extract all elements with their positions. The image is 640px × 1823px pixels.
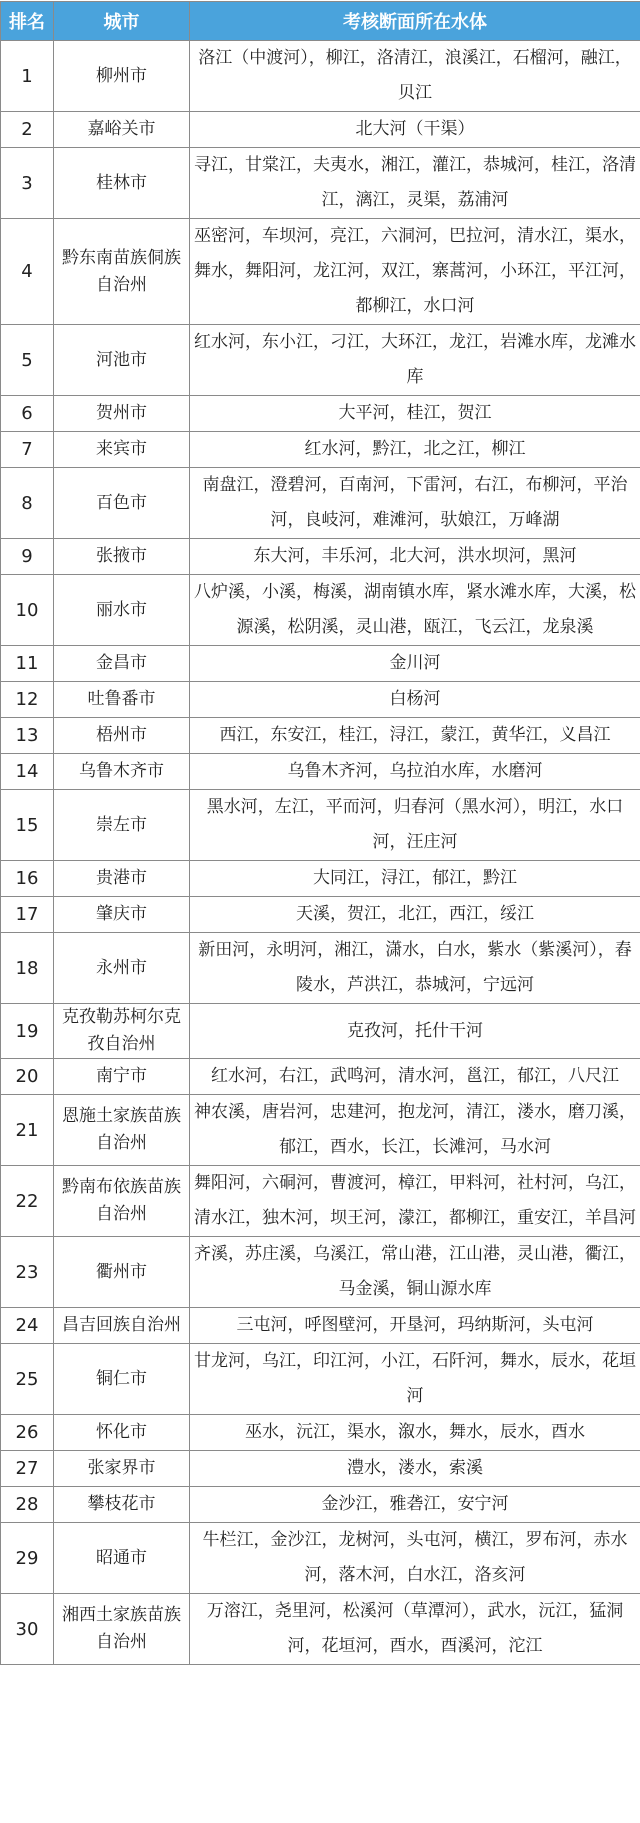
rank-cell: 15: [1, 790, 54, 861]
city-cell: 黔东南苗族侗族自治州: [54, 219, 190, 325]
city-cell: 金昌市: [54, 646, 190, 682]
city-cell: 克孜勒苏柯尔克孜自治州: [54, 1004, 190, 1059]
table-row: [1, 1095, 640, 1166]
rank-cell: 27: [1, 1451, 54, 1487]
city-cell: 铜仁市: [54, 1344, 190, 1415]
waters-cell: 三屯河，呼图壁河，开垦河，玛纳斯河，头屯河: [190, 1308, 640, 1344]
rank-cell: 9: [1, 539, 54, 575]
city-cell: 贺州市: [54, 396, 190, 432]
waters-cell: 万溶江，尧里河，松溪河（草潭河），武水，沅江，猛洞河，花垣河，酉水，酉溪河，沱江: [190, 1594, 640, 1665]
waters-cell: 大同江，浔江，郁江，黔江: [190, 861, 640, 897]
city-cell: 昭通市: [54, 1523, 190, 1594]
table-row: [1, 1308, 640, 1344]
rank-cell: 11: [1, 646, 54, 682]
rank-cell: 22: [1, 1166, 54, 1237]
waters-cell: 寻江，甘棠江，夫夷水，湘江，灌江，恭城河，桂江，洛清江，漓江，灵渠，荔浦河: [190, 148, 640, 219]
table-row: [1, 1237, 640, 1308]
table-row: [1, 432, 640, 468]
table-header: [1, 2, 640, 41]
waters-cell: 克孜河，托什干河: [190, 1004, 640, 1059]
table-row: [1, 468, 640, 539]
table-row: [1, 861, 640, 897]
table-row: [1, 718, 640, 754]
city-cell: 百色市: [54, 468, 190, 539]
waters-cell: 新田河，永明河，湘江，潇水，白水，紫水（紫溪河），舂陵水，芦洪江，恭城河，宁远河: [190, 933, 640, 1004]
rank-cell: 21: [1, 1095, 54, 1166]
city-cell: 丽水市: [54, 575, 190, 646]
waters-cell: 澧水，溇水，索溪: [190, 1451, 640, 1487]
table-row: [1, 1059, 640, 1095]
rank-cell: 13: [1, 718, 54, 754]
header-waters: 考核断面所在水体: [190, 2, 640, 41]
city-cell: 崇左市: [54, 790, 190, 861]
city-cell: 张掖市: [54, 539, 190, 575]
header-city: 城市: [54, 2, 190, 41]
waters-cell: 北大河（干渠）: [190, 112, 640, 148]
rank-cell: 25: [1, 1344, 54, 1415]
table-body: [1, 41, 640, 1665]
table-row: [1, 682, 640, 718]
rank-cell: 12: [1, 682, 54, 718]
rank-cell: 26: [1, 1415, 54, 1451]
table-row: [1, 1451, 640, 1487]
header-rank: 排名: [1, 2, 54, 41]
table-row: [1, 219, 640, 325]
rank-cell: 30: [1, 1594, 54, 1665]
city-cell: 嘉峪关市: [54, 112, 190, 148]
table-row: [1, 112, 640, 148]
waters-cell: 巫密河，车坝河，亮江，六洞河，巴拉河，清水江，渠水，舞水，舞阳河，龙江河，双江，寨蒿河，小环江，平江河，都柳江，水口河: [190, 219, 640, 325]
waters-cell: 洛江（中渡河），柳江，洛清江，浪溪江，石榴河，融江，贝江: [190, 41, 640, 112]
ranking-table: [0, 1, 640, 1665]
waters-cell: 金川河: [190, 646, 640, 682]
waters-cell: 齐溪，苏庄溪，乌溪江，常山港，江山港，灵山港，衢江，马金溪，铜山源水库: [190, 1237, 640, 1308]
waters-cell: 西江，东安江，桂江，浔江，蒙江，黄华江，义昌江: [190, 718, 640, 754]
rank-cell: 20: [1, 1059, 54, 1095]
city-cell: 恩施土家族苗族自治州: [54, 1095, 190, 1166]
waters-cell: 牛栏江，金沙江，龙树河，头屯河，横江，罗布河，赤水河，落木河，白水江，洛亥河: [190, 1523, 640, 1594]
city-cell: 永州市: [54, 933, 190, 1004]
rank-cell: 14: [1, 754, 54, 790]
table-row: [1, 1594, 640, 1665]
table-row: [1, 539, 640, 575]
rank-cell: 16: [1, 861, 54, 897]
waters-cell: 甘龙河，乌江，印江河，小江，石阡河，舞水，辰水，花垣河: [190, 1344, 640, 1415]
waters-cell: 东大河，丰乐河，北大河，洪水坝河，黑河: [190, 539, 640, 575]
city-cell: 梧州市: [54, 718, 190, 754]
city-cell: 衢州市: [54, 1237, 190, 1308]
city-cell: 张家界市: [54, 1451, 190, 1487]
table-row: [1, 897, 640, 933]
waters-cell: 舞阳河，六硐河，曹渡河，樟江，甲料河，社村河，乌江，清水江，独木河，坝王河，濛江，都柳江，重安江，羊昌河: [190, 1166, 640, 1237]
rank-cell: 29: [1, 1523, 54, 1594]
rank-cell: 5: [1, 325, 54, 396]
city-cell: 柳州市: [54, 41, 190, 112]
waters-cell: 乌鲁木齐河，乌拉泊水库，水磨河: [190, 754, 640, 790]
waters-cell: 红水河，右江，武鸣河，清水河，邕江，郁江，八尺江: [190, 1059, 640, 1095]
table-row: [1, 1415, 640, 1451]
city-cell: 桂林市: [54, 148, 190, 219]
rank-cell: 8: [1, 468, 54, 539]
rank-cell: 28: [1, 1487, 54, 1523]
rank-cell: 3: [1, 148, 54, 219]
rank-cell: 19: [1, 1004, 54, 1059]
waters-cell: 巫水，沅江，渠水，溆水，舞水，辰水，酉水: [190, 1415, 640, 1451]
rank-cell: 18: [1, 933, 54, 1004]
rank-cell: 10: [1, 575, 54, 646]
waters-cell: 金沙江，雅砻江，安宁河: [190, 1487, 640, 1523]
city-cell: 攀枝花市: [54, 1487, 190, 1523]
table-row: [1, 646, 640, 682]
city-cell: 怀化市: [54, 1415, 190, 1451]
city-cell: 贵港市: [54, 861, 190, 897]
city-cell: 来宾市: [54, 432, 190, 468]
table-row: [1, 41, 640, 112]
rank-cell: 2: [1, 112, 54, 148]
waters-cell: 红水河，黔江，北之江，柳江: [190, 432, 640, 468]
waters-cell: 黑水河，左江，平而河，归春河（黑水河），明江，水口河，汪庄河: [190, 790, 640, 861]
table-row: [1, 1487, 640, 1523]
waters-cell: 南盘江，澄碧河，百南河，下雷河，右江，布柳河，平治河，良岐河，难滩河，驮娘江，万峰湖: [190, 468, 640, 539]
rank-cell: 24: [1, 1308, 54, 1344]
table-row: [1, 933, 640, 1004]
table-row: [1, 754, 640, 790]
table-row: [1, 396, 640, 432]
table-row: [1, 1523, 640, 1594]
city-cell: 昌吉回族自治州: [54, 1308, 190, 1344]
city-cell: 河池市: [54, 325, 190, 396]
rank-cell: 4: [1, 219, 54, 325]
city-cell: 乌鲁木齐市: [54, 754, 190, 790]
table-row: [1, 1344, 640, 1415]
table-row: [1, 325, 640, 396]
city-cell: 湘西土家族苗族自治州: [54, 1594, 190, 1665]
city-cell: 黔南布依族苗族自治州: [54, 1166, 190, 1237]
waters-cell: 神农溪，唐岩河，忠建河，抱龙河，清江，溇水，磨刀溪，郁江，酉水，长江，长滩河，马水河: [190, 1095, 640, 1166]
table-row: [1, 575, 640, 646]
rank-cell: 23: [1, 1237, 54, 1308]
waters-cell: 大平河，桂江，贺江: [190, 396, 640, 432]
table-row: [1, 148, 640, 219]
waters-cell: 八炉溪，小溪，梅溪，湖南镇水库，紧水滩水库，大溪，松源溪，松阴溪，灵山港，瓯江，飞云江，龙泉溪: [190, 575, 640, 646]
waters-cell: 红水河，东小江，刁江，大环江，龙江，岩滩水库，龙滩水库: [190, 325, 640, 396]
waters-cell: 天溪，贺江，北江，西江，绥江: [190, 897, 640, 933]
city-cell: 南宁市: [54, 1059, 190, 1095]
rank-cell: 1: [1, 41, 54, 112]
table-row: [1, 1166, 640, 1237]
table-row: [1, 1004, 640, 1059]
city-cell: 吐鲁番市: [54, 682, 190, 718]
rank-cell: 7: [1, 432, 54, 468]
header-row: [1, 2, 640, 41]
rank-cell: 6: [1, 396, 54, 432]
city-cell: 肇庆市: [54, 897, 190, 933]
waters-cell: 白杨河: [190, 682, 640, 718]
table-row: [1, 790, 640, 861]
rank-cell: 17: [1, 897, 54, 933]
